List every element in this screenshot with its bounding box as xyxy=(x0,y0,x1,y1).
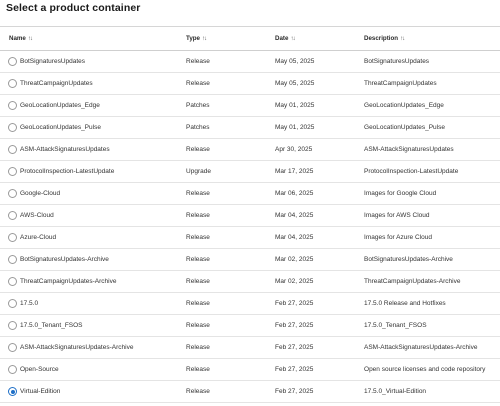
table-row[interactable] xyxy=(0,227,500,249)
radio-button[interactable] xyxy=(8,255,17,264)
description-cell: 17.5.0_Tenant_FSOS xyxy=(364,315,500,337)
description-cell: Images for Google Cloud xyxy=(364,183,500,205)
description-cell: ASM-AttackSignaturesUpdates-Archive xyxy=(364,337,500,359)
product-table xyxy=(0,26,500,403)
description-cell: BotSignaturesUpdates xyxy=(364,51,500,73)
table-row[interactable] xyxy=(0,183,500,205)
column-header-type-label: Type xyxy=(186,35,200,42)
table-row[interactable] xyxy=(0,337,500,359)
date-cell: Mar 04, 2025 xyxy=(275,227,364,249)
type-cell: Release xyxy=(186,315,275,337)
date-cell: May 01, 2025 xyxy=(275,117,364,139)
radio-button[interactable] xyxy=(8,299,17,308)
type-cell: Release xyxy=(186,359,275,381)
type-cell: Release xyxy=(186,293,275,315)
table-row[interactable] xyxy=(0,359,500,381)
radio-cell[interactable] xyxy=(0,161,20,183)
product-container-table xyxy=(0,26,500,403)
column-header-description[interactable] xyxy=(364,27,500,51)
date-cell: Feb 27, 2025 xyxy=(275,381,364,403)
radio-cell[interactable] xyxy=(0,51,20,73)
column-header-name[interactable] xyxy=(0,27,186,51)
date-cell: Mar 02, 2025 xyxy=(275,249,364,271)
type-cell: Release xyxy=(186,227,275,249)
description-cell: BotSignaturesUpdates-Archive xyxy=(364,249,500,271)
date-cell: Feb 27, 2025 xyxy=(275,293,364,315)
radio-cell[interactable] xyxy=(0,139,20,161)
table-row[interactable] xyxy=(0,205,500,227)
table-row[interactable] xyxy=(0,271,500,293)
description-cell: ASM-AttackSignaturesUpdates xyxy=(364,139,500,161)
column-header-name-label: Name xyxy=(9,35,26,42)
radio-button[interactable] xyxy=(8,57,17,66)
table-row[interactable] xyxy=(0,315,500,337)
column-header-description-label: Description xyxy=(364,35,399,42)
radio-button[interactable] xyxy=(8,277,17,286)
radio-button[interactable] xyxy=(8,233,17,242)
name-cell: ASM-AttackSignaturesUpdates xyxy=(20,139,186,161)
table-header-row xyxy=(0,27,500,51)
radio-button[interactable] xyxy=(8,343,17,352)
type-cell: Release xyxy=(186,183,275,205)
name-cell: ThreatCampaignUpdates-Archive xyxy=(20,271,186,293)
type-cell: Patches xyxy=(186,117,275,139)
radio-cell[interactable] xyxy=(0,205,20,227)
description-cell: ProtocolInspection-LatestUpdate xyxy=(364,161,500,183)
name-cell: 17.5.0_Tenant_FSOS xyxy=(20,315,186,337)
table-row[interactable] xyxy=(0,117,500,139)
type-cell: Release xyxy=(186,73,275,95)
sort-arrows-icon[interactable]: ↑↓ xyxy=(400,36,405,42)
radio-cell[interactable] xyxy=(0,73,20,95)
description-cell: Images for Azure Cloud xyxy=(364,227,500,249)
description-cell: Images for AWS Cloud xyxy=(364,205,500,227)
date-cell: Feb 27, 2025 xyxy=(275,359,364,381)
radio-button[interactable] xyxy=(8,123,17,132)
name-cell: ASM-AttackSignaturesUpdates-Archive xyxy=(20,337,186,359)
table-row[interactable] xyxy=(0,249,500,271)
type-cell: Release xyxy=(186,337,275,359)
type-cell: Patches xyxy=(186,95,275,117)
date-cell: Apr 30, 2025 xyxy=(275,139,364,161)
name-cell: AWS-Cloud xyxy=(20,205,186,227)
table-row[interactable] xyxy=(0,381,500,403)
name-cell: BotSignaturesUpdates xyxy=(20,51,186,73)
type-cell: Upgrade xyxy=(186,161,275,183)
description-cell: Open source licenses and code repository xyxy=(364,359,500,381)
type-cell: Release xyxy=(186,51,275,73)
radio-cell[interactable] xyxy=(0,315,20,337)
date-cell: Mar 17, 2025 xyxy=(275,161,364,183)
table-row[interactable] xyxy=(0,73,500,95)
date-cell: Mar 06, 2025 xyxy=(275,183,364,205)
name-cell: GeoLocationUpdates_Edge xyxy=(20,95,186,117)
type-cell: Release xyxy=(186,381,275,403)
name-cell: Virtual-Edition xyxy=(20,381,186,403)
date-cell: May 05, 2025 xyxy=(275,51,364,73)
page-title: Select a product container xyxy=(6,2,141,14)
radio-cell[interactable] xyxy=(0,227,20,249)
column-header-type[interactable] xyxy=(186,27,275,51)
description-cell: GeoLocationUpdates_Edge xyxy=(364,95,500,117)
radio-button[interactable] xyxy=(8,321,17,330)
table-row[interactable] xyxy=(0,95,500,117)
description-cell: ThreatCampaignUpdates-Archive xyxy=(364,271,500,293)
column-header-date-label: Date xyxy=(275,35,289,42)
column-header-date[interactable] xyxy=(275,27,364,51)
radio-button[interactable] xyxy=(8,145,17,154)
radio-button[interactable] xyxy=(8,79,17,88)
name-cell: Azure-Cloud xyxy=(20,227,186,249)
type-cell: Release xyxy=(186,139,275,161)
radio-cell[interactable] xyxy=(0,183,20,205)
name-cell: BotSignaturesUpdates-Archive xyxy=(20,249,186,271)
radio-cell[interactable] xyxy=(0,381,20,403)
radio-cell[interactable] xyxy=(0,249,20,271)
description-cell: 17.5.0_Virtual-Edition xyxy=(364,381,500,403)
type-cell: Release xyxy=(186,249,275,271)
table-body xyxy=(0,51,500,403)
sort-arrows-icon[interactable]: ↑↓ xyxy=(202,36,206,42)
type-cell: Release xyxy=(186,205,275,227)
radio-cell[interactable] xyxy=(0,359,20,381)
radio-cell[interactable] xyxy=(0,271,20,293)
name-cell: GeoLocationUpdates_Pulse xyxy=(20,117,186,139)
date-cell: Mar 02, 2025 xyxy=(275,271,364,293)
date-cell: May 05, 2025 xyxy=(275,73,364,95)
name-cell: Google-Cloud xyxy=(20,183,186,205)
date-cell: Feb 27, 2025 xyxy=(275,315,364,337)
date-cell: May 01, 2025 xyxy=(275,95,364,117)
type-cell: Release xyxy=(186,271,275,293)
description-cell: 17.5.0 Release and Hotfixes xyxy=(364,293,500,315)
radio-cell[interactable] xyxy=(0,117,20,139)
table-row[interactable] xyxy=(0,51,500,73)
radio-button[interactable] xyxy=(8,365,17,374)
name-cell: Open-Source xyxy=(20,359,186,381)
table-row[interactable] xyxy=(0,139,500,161)
table-row[interactable] xyxy=(0,293,500,315)
name-cell: ThreatCampaignUpdates xyxy=(20,73,186,95)
radio-button[interactable] xyxy=(8,167,17,176)
radio-button[interactable] xyxy=(8,211,17,220)
radio-cell[interactable] xyxy=(0,293,20,315)
radio-button[interactable] xyxy=(8,101,17,110)
radio-cell[interactable] xyxy=(0,337,20,359)
date-cell: Mar 04, 2025 xyxy=(275,205,364,227)
sort-arrows-icon[interactable]: ↑↓ xyxy=(290,36,295,42)
name-cell: 17.5.0 xyxy=(20,293,186,315)
table-row[interactable] xyxy=(0,161,500,183)
description-cell: ThreatCampaignUpdates xyxy=(364,73,500,95)
radio-button[interactable] xyxy=(8,387,17,396)
description-cell: GeoLocationUpdates_Pulse xyxy=(364,117,500,139)
name-cell: ProtocolInspection-LatestUpdate xyxy=(20,161,186,183)
date-cell: Feb 27, 2025 xyxy=(275,337,364,359)
radio-cell[interactable] xyxy=(0,95,20,117)
radio-button[interactable] xyxy=(8,189,17,198)
sort-arrows-icon[interactable]: ↑↓ xyxy=(27,36,32,42)
